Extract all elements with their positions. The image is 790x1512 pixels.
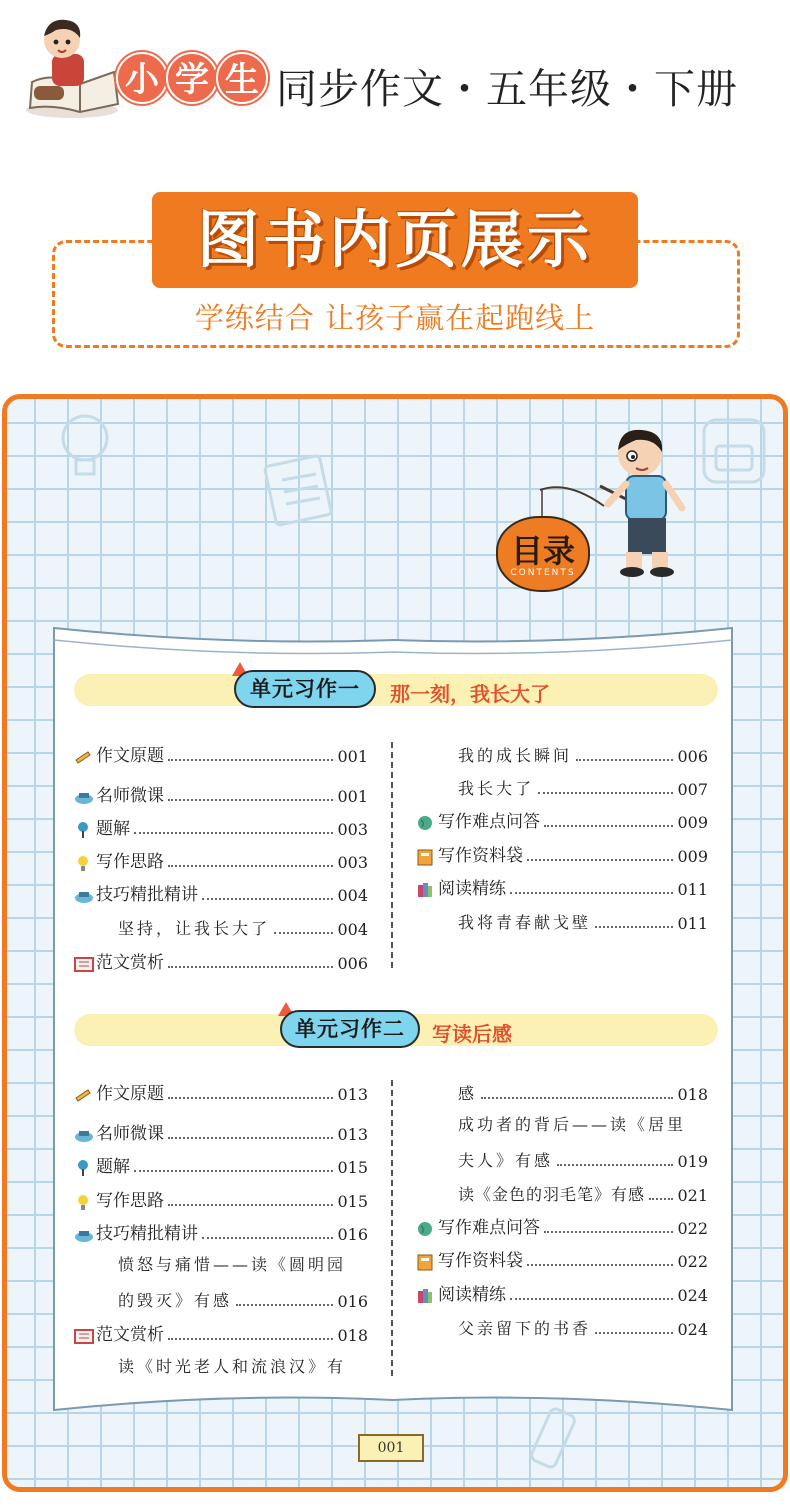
toc-entry[interactable]: [416, 1247, 708, 1271]
leader-dots: [527, 859, 673, 861]
toc-entry-label: 技巧精批精讲: [96, 1224, 198, 1244]
lightbulb-doodle-icon: [40, 400, 130, 490]
toc-entry-label: 作文原题: [96, 1084, 164, 1104]
toc-entry-page: 015: [337, 1192, 368, 1211]
toc-entry[interactable]: [74, 1321, 368, 1345]
toc-entry-page: 011: [677, 914, 708, 933]
toc-entry[interactable]: [416, 808, 708, 832]
toc-entry-page: 009: [677, 847, 708, 866]
toc-entry[interactable]: [74, 1120, 368, 1144]
toc-entry[interactable]: [74, 742, 368, 766]
book-icon: [74, 955, 92, 973]
toc-entry[interactable]: [74, 1220, 368, 1244]
toc-entry-page: 011: [677, 880, 708, 899]
toc-entry[interactable]: [458, 775, 708, 799]
leader-dots: [649, 1198, 673, 1200]
toc-entry-page: 016: [337, 1292, 368, 1311]
folder-icon: [416, 1253, 434, 1271]
toc-entry-label: 写作资料袋: [438, 846, 523, 866]
toc-entry-page: 013: [337, 1085, 368, 1104]
unit-topic: 写读后感: [432, 1022, 512, 1046]
contents-label: 目录: [510, 532, 575, 570]
leader-dots: [202, 898, 333, 900]
column-divider: [391, 742, 393, 968]
toc-entry[interactable]: [416, 842, 708, 866]
showcase-title-box: [152, 192, 638, 288]
leader-dots: [576, 759, 673, 761]
notepad-doodle-icon: [260, 450, 340, 530]
brand-char: 生: [216, 52, 268, 104]
toc-entry-label: 夫人》有感: [458, 1151, 554, 1170]
toc-entry-label: 感: [458, 1084, 478, 1103]
toc-entry[interactable]: [74, 782, 368, 806]
contents-sublabel: CONTENTS: [510, 568, 576, 578]
toc-entry-page: 015: [337, 1158, 368, 1177]
leader-dots: [168, 759, 333, 761]
toc-entry[interactable]: [416, 1214, 708, 1238]
toc-entry[interactable]: [458, 742, 708, 766]
toc-entry-label: 父亲留下的书香: [458, 1319, 592, 1338]
header: [0, 0, 790, 140]
toc-entry-label: 读《金色的羽毛笔》有感: [458, 1185, 646, 1204]
teacher-cap-icon: [74, 1226, 92, 1244]
toc-entry[interactable]: [458, 1181, 708, 1205]
toc-entry-page: 006: [677, 747, 708, 766]
toc-entry[interactable]: [74, 1080, 368, 1104]
books-icon: [416, 1287, 434, 1305]
toc-entry[interactable]: [74, 848, 368, 872]
toc-entry[interactable]: [458, 1315, 708, 1339]
leader-dots: [544, 1231, 673, 1233]
toc-entry-page: 007: [677, 780, 708, 799]
toc-entry[interactable]: [118, 1287, 368, 1311]
toc-entry-label: 阅读精练: [438, 1285, 506, 1305]
fishing-line-icon: [538, 476, 608, 520]
toc-entry-page: 018: [677, 1085, 708, 1104]
toc-entry-label: 题解: [96, 819, 130, 839]
pencil-icon: [74, 1086, 92, 1104]
showcase-title: 图书内页展示: [196, 203, 593, 276]
toc-entry-page: 009: [677, 813, 708, 832]
brand-char: 小: [116, 52, 168, 104]
toc-entry[interactable]: [74, 815, 368, 839]
toc-entry-label[interactable]: 成功者的背后——读《居里: [458, 1115, 687, 1134]
teacher-cap-icon: [74, 887, 92, 905]
brand-badge: [116, 52, 266, 108]
toc-entry-label: 写作思路: [96, 852, 164, 872]
globe-icon: [416, 1220, 434, 1238]
toc-entry-page: 021: [677, 1186, 708, 1205]
toc-entry[interactable]: [74, 1153, 368, 1177]
leader-dots: [538, 792, 673, 794]
toc-entry-label: 写作资料袋: [438, 1251, 523, 1271]
toc-entry[interactable]: [458, 1080, 708, 1104]
toc-entry-page: 004: [337, 886, 368, 905]
books-icon: [416, 881, 434, 899]
leader-dots: [134, 832, 333, 834]
toc-entry-label: 名师微课: [96, 786, 164, 806]
leader-dots: [510, 892, 673, 894]
pencil-icon: [74, 748, 92, 766]
toc-entry[interactable]: [118, 915, 368, 939]
leader-dots: [134, 1170, 333, 1172]
leader-dots: [236, 1304, 333, 1306]
toc-entry-page: 022: [677, 1252, 708, 1271]
leader-dots: [202, 1237, 333, 1239]
toc-entry-label: 题解: [96, 1157, 130, 1177]
leader-dots: [274, 932, 333, 934]
leader-dots: [557, 1164, 673, 1166]
toc-entry-page: 001: [337, 747, 368, 766]
pin-icon: [74, 1159, 92, 1177]
kid-reading-illustration: [22, 12, 122, 120]
toc-entry-label: 坚持，让我长大了: [118, 919, 271, 938]
toc-entry-label: 技巧精批精讲: [96, 885, 198, 905]
toc-entry-page: 003: [337, 820, 368, 839]
toc-entry-label: 写作难点问答: [438, 812, 540, 832]
lightbulb-icon: [74, 854, 92, 872]
toc-entry-label[interactable]: 愤怒与痛惜——读《圆明园: [118, 1255, 347, 1274]
toc-entry[interactable]: [416, 875, 708, 899]
toc-entry-page: 024: [677, 1320, 708, 1339]
toc-entry-page: 018: [337, 1326, 368, 1345]
toc-entry-page: 001: [337, 787, 368, 806]
toc-entry-page: 003: [337, 853, 368, 872]
toc-entry-label: 的毁灭》有感: [118, 1291, 233, 1310]
toc-entry-label: 我长大了: [458, 779, 535, 798]
brand-char: 学: [166, 52, 218, 104]
leader-dots: [168, 799, 333, 801]
leader-dots: [168, 865, 333, 867]
contents-badge: [496, 516, 590, 592]
toc-entry-label[interactable]: 读《时光老人和流浪汉》有: [118, 1357, 347, 1376]
toc-entry[interactable]: [416, 1281, 708, 1305]
teacher-cap-icon: [74, 1126, 92, 1144]
unit-label: 单元习作一: [234, 670, 376, 708]
toc-entry-page: 022: [677, 1219, 708, 1238]
toc-entry[interactable]: [74, 949, 368, 973]
toc-entry-page: 004: [337, 920, 368, 939]
toc-entry-label: 写作难点问答: [438, 1218, 540, 1238]
toc-entry-label: 名师微课: [96, 1124, 164, 1144]
folder-icon: [416, 848, 434, 866]
leader-dots: [168, 966, 333, 968]
kid-fishing-illustration: [596, 424, 706, 580]
leader-dots: [168, 1338, 333, 1340]
leader-dots: [544, 825, 673, 827]
toc-entry-page: 013: [337, 1125, 368, 1144]
toc-entry-label: 我将青春献戈壁: [458, 913, 592, 932]
lightbulb-icon: [74, 1193, 92, 1211]
leader-dots: [168, 1204, 333, 1206]
toc-entry[interactable]: [74, 881, 368, 905]
toc-entry[interactable]: [74, 1187, 368, 1211]
toc-entry-page: 019: [677, 1152, 708, 1171]
leader-dots: [168, 1097, 333, 1099]
toc-entry-label: 阅读精练: [438, 879, 506, 899]
unit-topic: 那一刻，我长大了: [390, 682, 550, 706]
leader-dots: [595, 926, 673, 928]
toc-entry-label: 范文赏析: [96, 1325, 164, 1345]
unit-label: 单元习作二: [280, 1010, 420, 1048]
leader-dots: [168, 1137, 333, 1139]
globe-icon: [416, 814, 434, 832]
column-divider: [391, 1080, 393, 1376]
teacher-cap-icon: [74, 788, 92, 806]
toc-entry-label: 作文原题: [96, 746, 164, 766]
toc-entry-label: 写作思路: [96, 1191, 164, 1211]
pin-icon: [74, 821, 92, 839]
toc-entry[interactable]: [458, 909, 708, 933]
page-number: 001: [358, 1434, 424, 1462]
toc-entry-page: 006: [337, 954, 368, 973]
toc-entry-page: 024: [677, 1286, 708, 1305]
toc-entry[interactable]: [458, 1147, 708, 1171]
leader-dots: [481, 1097, 673, 1099]
leader-dots: [595, 1332, 673, 1334]
book-icon: [74, 1327, 92, 1345]
leader-dots: [527, 1264, 673, 1266]
toc-entry-label: 范文赏析: [96, 953, 164, 973]
leader-dots: [510, 1298, 673, 1300]
book-title: 同步作文・五年级・下册: [276, 65, 738, 113]
toc-entry-page: 016: [337, 1225, 368, 1244]
showcase-subtitle: 学练结合 让孩子赢在起跑线上: [194, 301, 596, 335]
toc-entry-label: 我的成长瞬间: [458, 746, 573, 765]
